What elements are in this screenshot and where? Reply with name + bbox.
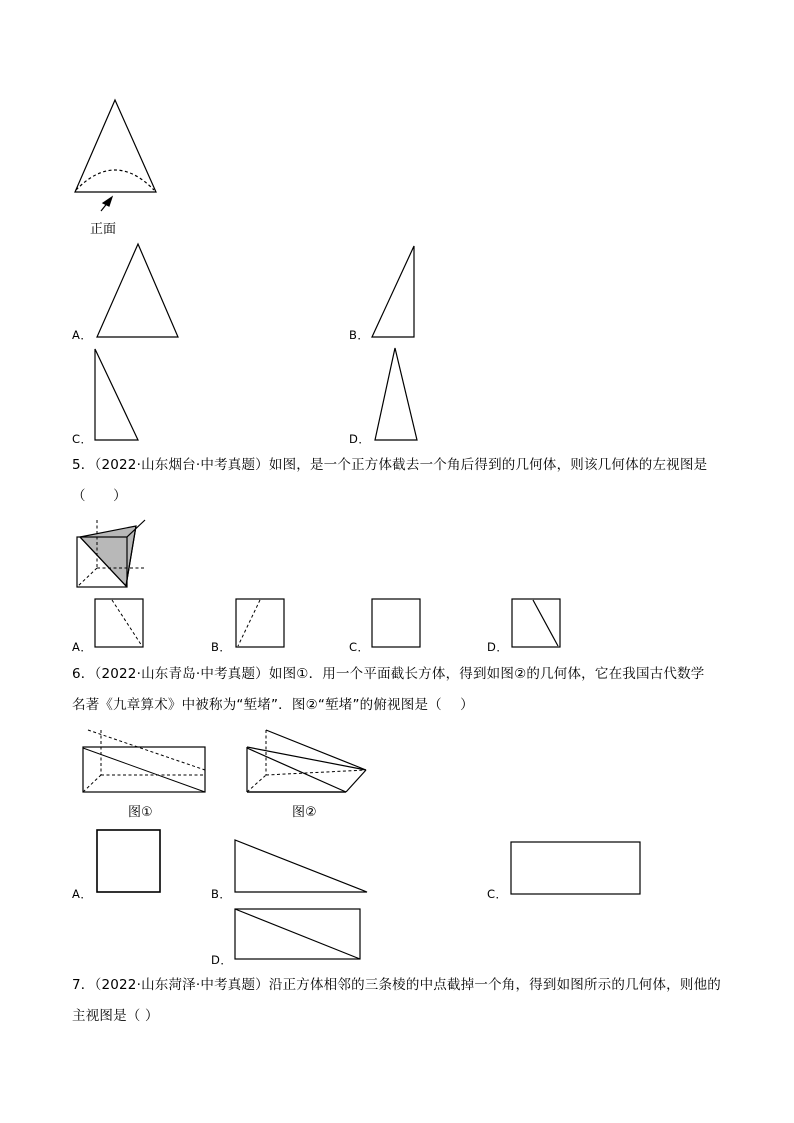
q5-line-2: （ ）: [72, 488, 127, 504]
option-c-label: C．: [72, 432, 93, 446]
q5-option-d-label: D．: [487, 640, 509, 654]
q6-option-a-label: A．: [72, 887, 93, 901]
option-d-label: D．: [349, 432, 371, 446]
q5-option-a-label: A．: [72, 640, 93, 654]
q7-line-1: 7．（2022·山东菏泽·中考真题）沿正方体相邻的三条棱的中点截掉一个角，得到如图所示的几何体，则他的: [72, 977, 721, 993]
q5-option-b-label: B．: [211, 640, 232, 654]
q7-line-2: 主视图是（ ）: [72, 1008, 159, 1024]
q5-line-1: 5．（2022·山东烟台·中考真题）如图，是一个正方体截去一个角后得到的几何体，则该几何体的左视图是: [72, 457, 708, 473]
q6-line-1: 6．（2022·山东青岛·中考真题）如图①．用一个平面截长方体，得到如图②的几何体，它在我国古代数学: [72, 666, 705, 682]
q5-option-c-label: C．: [349, 640, 370, 654]
front-caption: 正面: [90, 222, 117, 237]
q6-line-2: 名著《九章算术》中被称为“堑堵”．图②“堑堵”的俯视图是（ ）: [72, 697, 474, 713]
option-b-label: B．: [349, 328, 370, 342]
option-a-label: A．: [72, 328, 93, 342]
q6-option-d-label: D．: [211, 953, 233, 967]
fig1-caption: 图①: [128, 805, 153, 820]
q6-option-c-label: C．: [487, 887, 508, 901]
q6-option-b-label: B．: [211, 887, 232, 901]
fig2-caption: 图②: [292, 805, 317, 820]
